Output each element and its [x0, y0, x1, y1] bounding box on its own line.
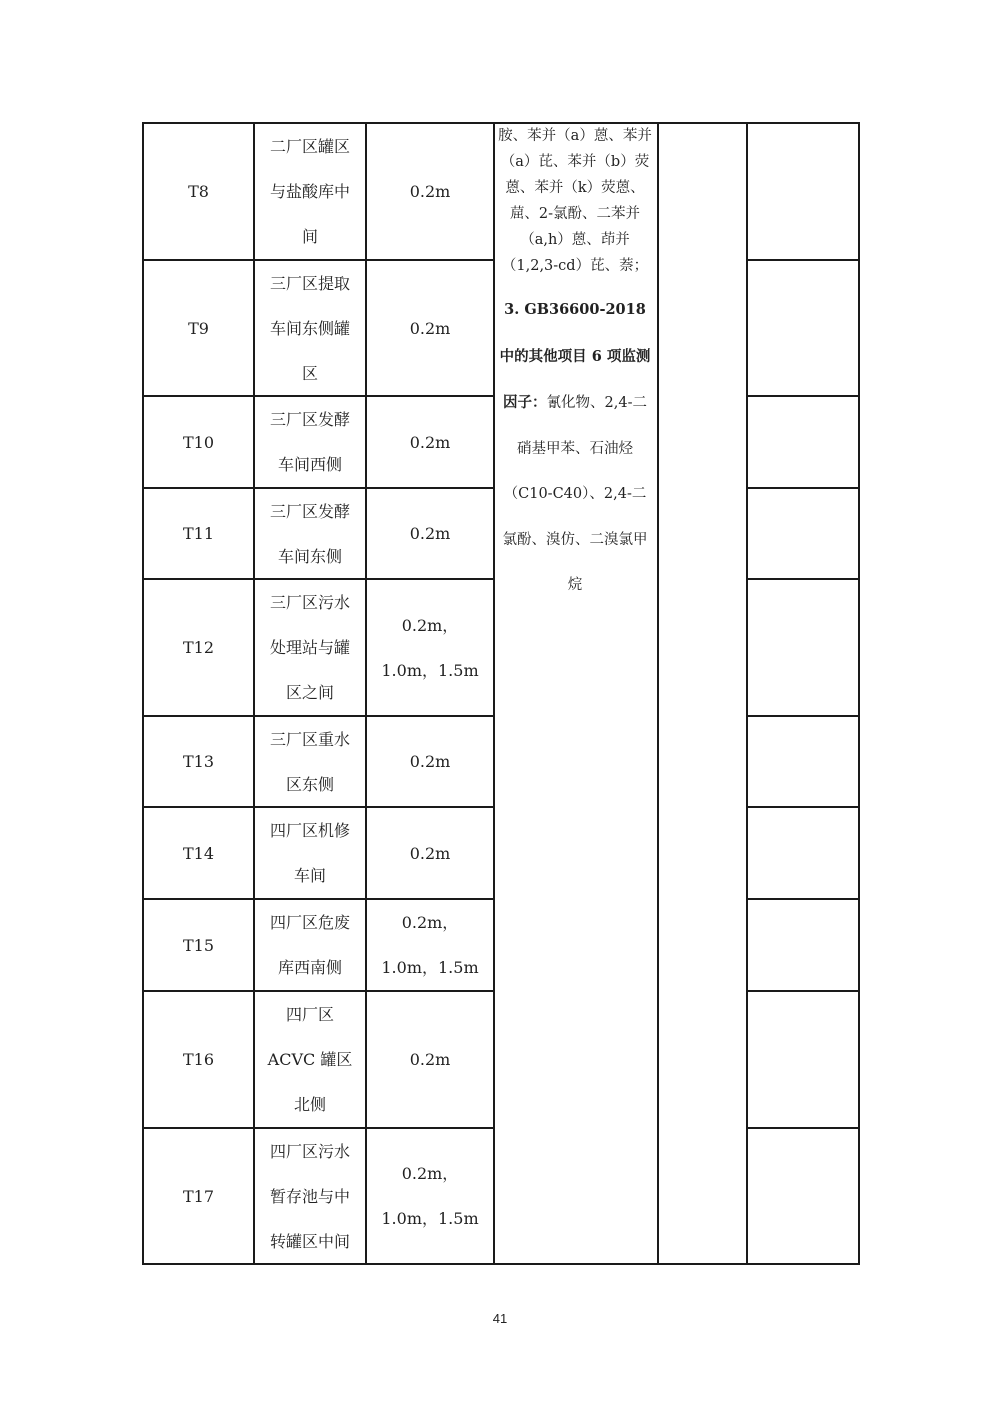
location-cell: 四厂区污水暂存池与中转罐区中间: [269, 1141, 350, 1251]
page-number: 41: [492, 1311, 508, 1326]
depth-cell: 0.2m: [409, 1050, 451, 1069]
remark-cell: [747, 396, 859, 488]
standard-cell: [658, 488, 747, 579]
point-id-cell: T8: [188, 182, 209, 201]
factors-item3: [498, 287, 652, 609]
location-cell: 三厂区重水区东侧: [269, 729, 350, 794]
point-id-cell: T16: [182, 1050, 215, 1069]
point-id-cell: T13: [182, 752, 215, 771]
depth-cell: 0.2m，1.0m，1.5m: [381, 913, 479, 977]
remark-cell: [747, 716, 859, 807]
location-cell: 四厂区危废库西南侧: [269, 913, 350, 977]
depth-cell: 0.2m: [409, 318, 451, 338]
point-id-cell: T10: [182, 432, 215, 452]
standard-cell: [658, 716, 747, 807]
point-id-cell: T11: [182, 524, 215, 543]
remark-cell: [747, 807, 859, 899]
remark-cell: [747, 123, 859, 260]
depth-cell: 0.2m: [409, 432, 451, 452]
depth-cell: 0.2m: [409, 182, 451, 201]
standard-cell: [658, 1128, 747, 1264]
location-cell: 四厂区机修车间: [269, 821, 350, 885]
standard-cell: [658, 991, 747, 1128]
point-id-cell: T15: [182, 935, 215, 955]
depth-cell: 0.2m: [409, 524, 451, 543]
factors-continued-text: 胺、苯并（a）蒽、苯并（a）芘、苯并（b）荧蒽、苯并（k）荧蒽、䓛、2-氯酚、二苯并（a,h）蒽、茚并（1,2,3-cd）芘、萘；: [498, 128, 652, 274]
location-cell: 三厂区提取车间东侧罐区: [269, 273, 350, 383]
point-id-cell: T14: [182, 843, 215, 863]
standard-cell: [658, 807, 747, 899]
point-id-cell: T12: [182, 638, 215, 657]
point-id-cell: T9: [188, 318, 209, 338]
point-id-cell: T17: [182, 1186, 215, 1206]
standard-cell: [658, 123, 747, 260]
location-cell: 三厂区污水处理站与罐区之间: [269, 593, 350, 702]
standard-cell: [658, 899, 747, 991]
factors-item3-heading: 3. GB36600-2018 中的其他项目 6 项监测因子：: [499, 301, 651, 411]
remark-cell: [747, 899, 859, 991]
remark-cell: [747, 991, 859, 1128]
remark-cell: [747, 1128, 859, 1264]
depth-cell: 0.2m: [409, 843, 451, 863]
standard-cell: [658, 396, 747, 488]
depth-cell: 0.2m，1.0m，1.5m: [381, 615, 479, 680]
location-cell: 四厂区ACVC 罐区北侧: [267, 1005, 353, 1114]
factors-item3-text: 氰化物、2,4-二硝基甲苯、石油烃（C10-C40）、2,4-二氯酚、溴仿、二溴氯甲烷: [502, 395, 648, 593]
remark-cell: [747, 488, 859, 579]
monitoring-factors-cell: [494, 123, 656, 609]
remark-cell: [747, 260, 859, 396]
location-cell: 二厂区罐区与盐酸库中间: [269, 137, 350, 246]
location-cell: 三厂区发酵车间西侧: [269, 410, 350, 474]
depth-cell: 0.2m: [409, 752, 451, 771]
standard-cell: [658, 260, 747, 396]
depth-cell: 0.2m，1.0m，1.5m: [381, 1164, 479, 1228]
location-cell: 三厂区发酵车间东侧: [269, 501, 350, 566]
remark-cell: [747, 579, 859, 716]
standard-cell: [658, 579, 747, 716]
